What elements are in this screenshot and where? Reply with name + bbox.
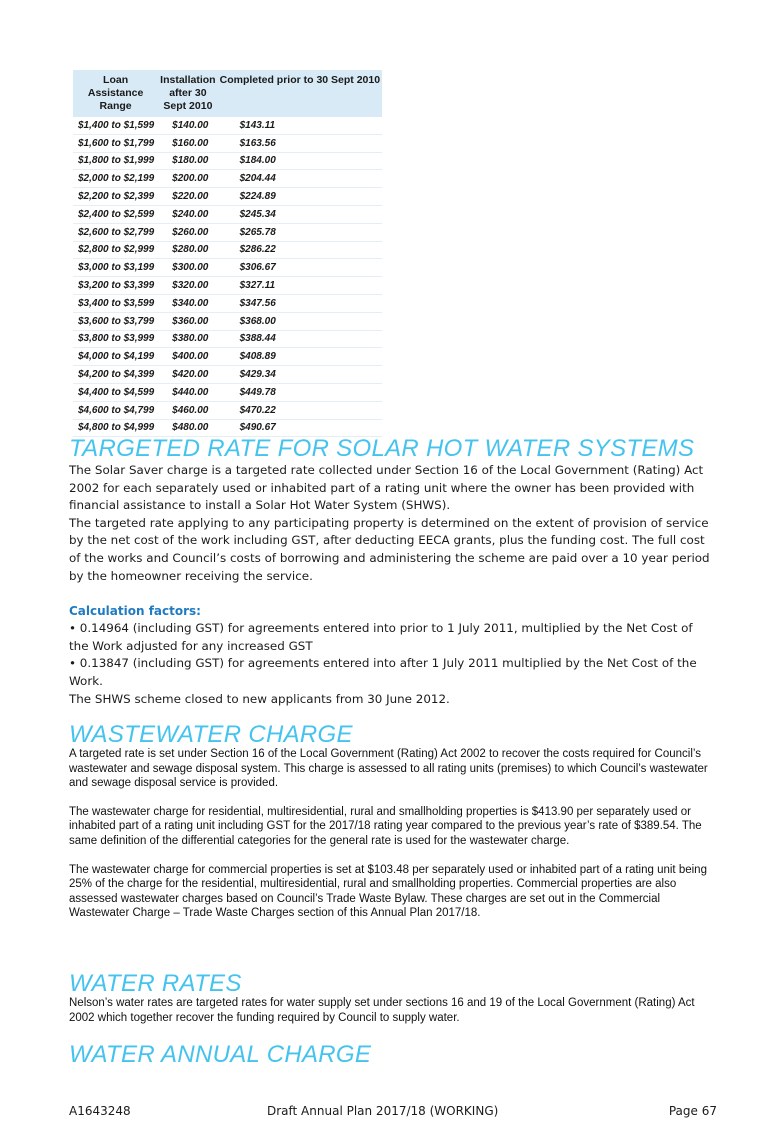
calculation-factors-heading: Calculation factors: [69,604,201,619]
installation-after-cell: $320.00 [158,277,217,295]
installation-after-cell: $400.00 [158,348,217,366]
loan-range-cell: $2,800 to $2,999 [73,241,158,259]
completed-prior-cell: $429.34 [218,366,382,384]
document-title: Draft Annual Plan 2017/18 (WORKING) [267,1104,499,1118]
loan-range-cell: $3,600 to $3,799 [73,312,158,330]
water-annual-charge-heading: WATER ANNUAL CHARGE [69,1041,372,1068]
installation-after-cell: $440.00 [158,383,217,401]
installation-after-cell: $140.00 [158,117,217,134]
table-row [73,330,382,348]
installation-after-cell: $200.00 [158,170,217,188]
loan-range-cell: $3,400 to $3,599 [73,294,158,312]
document-id: A1643248 [69,1104,131,1118]
completed-prior-cell: $306.67 [218,259,382,277]
completed-prior-cell: $184.00 [218,152,382,170]
completed-prior-cell: $408.89 [218,348,382,366]
completed-prior-cell: $265.78 [218,223,382,241]
wastewater-section [69,747,713,921]
completed-prior-cell: $490.67 [218,419,382,437]
completed-prior-cell: $368.00 [218,312,382,330]
installation-after-cell: $340.00 [158,294,217,312]
wastewater-paragraph-1: A targeted rate is set under Section 16 of the Local Government (Rating) Act 2002 to recover the costs required for Council’s wastewater and sewage disposal system. This charge is assessed to all rating units (premises) to which Council’s wastewater and sewage disposal service is provided. [69,748,708,790]
table-row [73,366,382,384]
column-header: Installation after 30 Sept 2010 [158,70,217,117]
table-row [73,348,382,366]
column-header: Completed prior to 30 Sept 2010 [218,70,382,117]
solar-heading: TARGETED RATE FOR SOLAR HOT WATER SYSTEMS [69,435,695,462]
table-row [73,223,382,241]
table-row [73,401,382,419]
table-header-row [73,70,382,117]
completed-prior-cell: $245.34 [218,205,382,223]
installation-after-cell: $240.00 [158,205,217,223]
table-row [73,205,382,223]
table-body [73,117,382,437]
loan-range-cell: $2,200 to $2,399 [73,188,158,206]
solar-paragraph-1: The Solar Saver charge is a targeted rate collected under Section 16 of the Local Government (Rating) Act 2002 for each separately used or inhabited part of a rating unit where the owner has been provided with financial assistance to install a Solar Hot Water System (SHWS). [69,463,704,513]
installation-after-cell: $480.00 [158,419,217,437]
table-row [73,312,382,330]
table-row [73,188,382,206]
loan-range-cell: $1,600 to $1,799 [73,134,158,152]
installation-after-cell: $300.00 [158,259,217,277]
installation-after-cell: $460.00 [158,401,217,419]
installation-after-cell: $380.00 [158,330,217,348]
completed-prior-cell: $388.44 [218,330,382,348]
loan-range-cell: $4,600 to $4,799 [73,401,158,419]
table-row [73,170,382,188]
completed-prior-cell: $224.89 [218,188,382,206]
installation-after-cell: $220.00 [158,188,217,206]
table-row [73,134,382,152]
loan-range-cell: $2,400 to $2,599 [73,205,158,223]
loan-range-cell: $1,400 to $1,599 [73,117,158,134]
calc-bullet-1: • 0.14964 (including GST) for agreements entered into prior to 1 July 2011, multiplied by the Net Cost of the Work adjusted for any increased GST [69,621,693,653]
installation-after-cell: $360.00 [158,312,217,330]
completed-prior-cell: $347.56 [218,294,382,312]
completed-prior-cell: $449.78 [218,383,382,401]
page-number: Page 67 [668,1104,717,1118]
loan-range-cell: $3,800 to $3,999 [73,330,158,348]
table-row [73,259,382,277]
completed-prior-cell: $143.11 [218,117,382,134]
column-header: Loan Assistance Range [73,70,158,117]
completed-prior-cell: $327.11 [218,277,382,295]
installation-after-cell: $260.00 [158,223,217,241]
wastewater-paragraph-3: The wastewater charge for commercial properties is set at $103.48 per separately used or inhabited part of a rating unit being 25% of the charge for the residential, multiresidential, rural and smallholding properties. Commercial properties are also assessed wastewater charges based on Council’s Trade Waste Bylaw. These charges are set out in the Commercial Wastewater Charge – Trade Waste Charges section of this Annual Plan 2017/18. [69,863,707,920]
water-rates-paragraph: Nelson’s water rates are targeted rates for water supply set under sections 16 and 19 of the Local Government (Rating) Act 2002 which together recover the funding required by Council to supply water. [69,997,695,1024]
table-row [73,294,382,312]
table-row [73,277,382,295]
wastewater-paragraph-2: The wastewater charge for residential, multiresidential, rural and smallholding properties is $413.90 per separately used or inhabited part of a rating unit including GST for the 2017/18 rating year compared to the previous year’s rate of $389.54. The same definition of the differential categories for the general rate is used for the wastewater charge. [69,805,702,847]
completed-prior-cell: $204.44 [218,170,382,188]
wastewater-heading: WASTEWATER CHARGE [69,721,353,748]
loan-range-cell: $2,000 to $2,199 [73,170,158,188]
page-footer [69,1104,717,1120]
loan-assistance-table [73,70,382,437]
completed-prior-cell: $470.22 [218,401,382,419]
loan-range-cell: $3,200 to $3,399 [73,277,158,295]
solar-section [69,462,713,708]
loan-range-cell: $4,400 to $4,599 [73,383,158,401]
loan-range-cell: $3,000 to $3,199 [73,259,158,277]
solar-paragraph-2: The targeted rate applying to any participating property is determined on the extent of provision of service by the net cost of the work including GST, after deducting EECA grants, plus the funding cost. The full cost of the works and Council’s costs of borrowing and administering the scheme are paid over a 10 year period by the homeowner receiving the service. [69,515,710,583]
loan-range-cell: $4,200 to $4,399 [73,366,158,384]
installation-after-cell: $160.00 [158,134,217,152]
table-row [73,241,382,259]
table-row [73,152,382,170]
installation-after-cell: $420.00 [158,366,217,384]
calc-bullet-2: • 0.13847 (including GST) for agreements entered into after 1 July 2011 multiplied by the Net Cost of the Work. [69,656,697,688]
completed-prior-cell: $286.22 [218,241,382,259]
loan-range-cell: $4,800 to $4,999 [73,419,158,437]
solar-closing-text: The SHWS scheme closed to new applicants from 30 June 2012. [69,691,450,706]
installation-after-cell: $280.00 [158,241,217,259]
loan-range-cell: $2,600 to $2,799 [73,223,158,241]
installation-after-cell: $180.00 [158,152,217,170]
loan-range-cell: $1,800 to $1,999 [73,152,158,170]
table-row [73,383,382,401]
water-rates-section [69,996,713,1025]
water-rates-heading: WATER RATES [69,970,242,997]
table-row [73,117,382,134]
completed-prior-cell: $163.56 [218,134,382,152]
loan-range-cell: $4,000 to $4,199 [73,348,158,366]
